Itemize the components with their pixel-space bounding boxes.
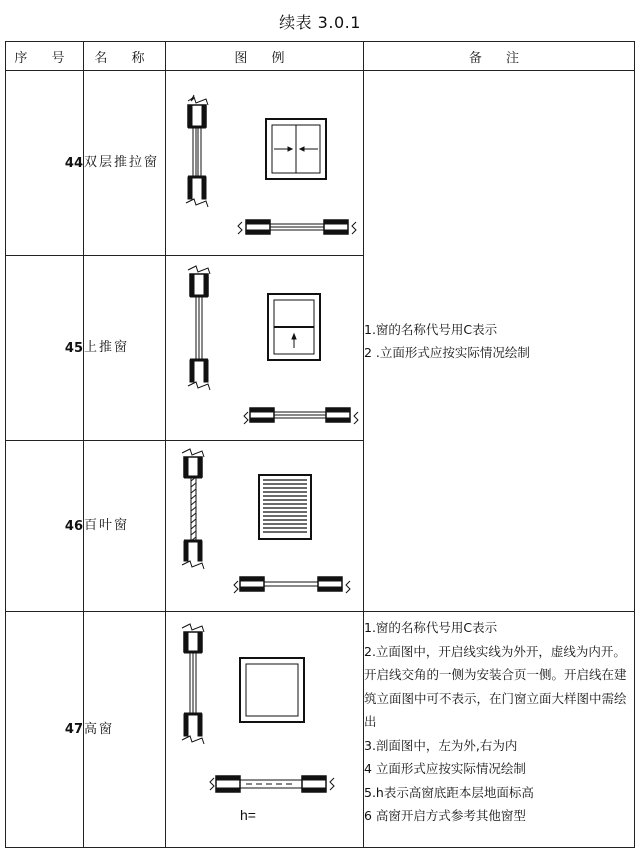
table-header-row xyxy=(6,42,635,71)
double-sliding-window-figure xyxy=(166,71,363,255)
row-number: 46 xyxy=(6,441,84,612)
row-name: 高窗 xyxy=(84,612,166,848)
note-line: 1.窗的名称代号用C表示 xyxy=(364,321,498,337)
row-name: 百叶窗 xyxy=(84,441,166,612)
row-number: 44 xyxy=(6,71,84,256)
legend-figure xyxy=(166,612,364,848)
louver-window-figure xyxy=(166,441,363,611)
note-line: 6 高窗开启方式参考其他窗型 xyxy=(364,808,526,823)
row-number: 45 xyxy=(6,256,84,441)
legend-figure xyxy=(166,256,364,441)
row-number: 47 xyxy=(6,612,84,848)
remarks-cell xyxy=(364,612,635,848)
note-line: 4 立面形式应按实际情况绘制 xyxy=(364,761,526,776)
remarks-cell-group xyxy=(364,71,635,612)
table-row xyxy=(6,612,635,848)
row-name: 上推窗 xyxy=(84,256,166,441)
page-title: 续表 3.0.1 xyxy=(279,13,361,32)
row-name: 双层推拉窗 xyxy=(84,71,166,256)
header-legend: 图 例 xyxy=(166,42,364,71)
note-line: 5.h表示高窗底距本层地面标高 xyxy=(364,784,534,800)
note-line: 3.剖面图中，左为外,右为内 xyxy=(364,737,518,753)
note-line: 2.立面图中，开启线实线为外开，虚线为内开。开启线交角的一侧为安装合页一侧。开启线在建筑立面图中可不表示，在门窗立面大样图中需绘出 xyxy=(364,643,627,729)
sash-window-figure xyxy=(166,256,363,440)
note-line: 2 .立面形式应按实际情况绘制 xyxy=(364,345,530,360)
table-row xyxy=(6,71,635,256)
legend-figure xyxy=(166,441,364,612)
note-line: 1.窗的名称代号用C表示 xyxy=(364,620,498,635)
header-name: 名 称 xyxy=(84,42,166,71)
h-label: h= xyxy=(240,807,256,823)
window-legend-table xyxy=(5,41,635,848)
legend-figure xyxy=(166,71,364,256)
header-seq: 序 号 xyxy=(6,42,84,71)
header-remarks: 备 注 xyxy=(364,42,635,71)
high-window-figure xyxy=(166,612,363,847)
